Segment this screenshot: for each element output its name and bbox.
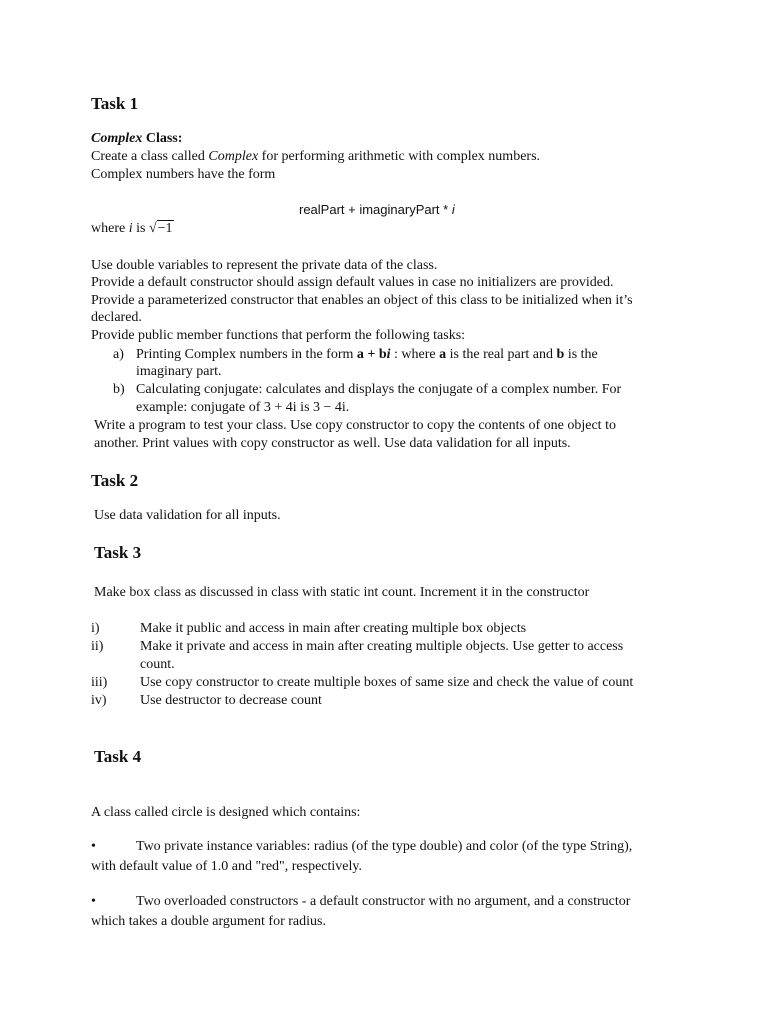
task1-item-b: Calculating conjugate: calculates and displays the conjugate of a complex number. For [136,382,622,397]
task1-para-default: Provide a default constructor should assign default values in case no initializers are provided. [91,275,614,290]
task1-item-a [136,346,598,364]
task3-item-1: Make it public and access in main after creating multiple box objects [140,621,527,636]
task1-para-param-cont: declared. [91,310,142,325]
task3-item-2: Make it private and access in main after creating multiple objects. Use getter to access [140,639,624,654]
task3-marker-3: iii) [91,675,108,690]
text-fragment: i [128,221,133,236]
task3-item-2-cont: count. [140,657,175,672]
task4-heading: Task 4 [94,747,142,766]
task4-bullet-1: Two private instance variables: radius (of the type double) and color (of the type String), [136,839,633,854]
task1-line-create [91,148,540,166]
text-fragment: : where [390,347,440,362]
bullet-marker: • [91,894,96,909]
task3-item-3: Use copy constructor to create multiple boxes of same size and check the value of count [140,675,634,690]
task4-bullet-2-cont: which takes a double argument for radius. [91,914,326,929]
text-fragment: Complex [208,149,259,164]
complex-class-title [91,130,182,148]
text-fragment: a + b [356,347,387,362]
text-fragment: i [386,347,391,362]
text-fragment: is the real part and [446,347,557,362]
task1-para-public: Provide public member functions that perform the following tasks: [91,328,466,343]
task4-bullet-1-cont: with default value of 1.0 and "red", respectively. [91,859,362,874]
formula-text: realPart + imaginaryPart * [299,202,452,217]
task3-item-4: Use destructor to decrease count [140,693,322,708]
formula-i: i [451,202,455,217]
text-fragment: Printing Complex numbers in the form [136,347,357,362]
sqrt-symbol: √ [148,221,157,236]
sqrt-radicand: −1 [157,221,173,236]
text-fragment: is the [564,347,598,362]
text-fragment: b [556,347,565,362]
task1-item-a-cont: imaginary part. [136,364,222,379]
class-name-italic: Complex [91,131,143,146]
bullet-marker: • [91,839,96,854]
task2-para: Use data validation for all inputs. [94,508,281,523]
task2-heading: Task 2 [91,471,139,490]
task4-para: A class called circle is designed which contains: [91,805,361,820]
task1-heading: Task 1 [91,94,139,113]
task4-bullet-2: Two overloaded constructors - a default constructor with no argument, and a constructor [136,894,631,909]
text-fragment: for performing arithmetic with complex numbers. [258,149,541,164]
task1-line-form: Complex numbers have the form [91,167,276,182]
task1-para-program-cont: another. Print values with copy constructor as well. Use data validation for all inputs. [94,436,571,451]
text-fragment: a [439,347,447,362]
task1-item-b-cont: example: conjugate of 3 + 4i is 3 − 4i. [136,400,350,415]
task1-para-param: Provide a parameterized constructor that enables an object of this class to be initialized when it’s [91,293,633,308]
sqrt-expression [149,220,174,238]
where-line [91,220,174,238]
text-fragment: is [132,221,149,236]
task3-marker-4: iv) [91,693,107,708]
text-fragment: Create a class called [91,149,209,164]
task3-marker-1: i) [91,621,100,636]
list-marker-b: b) [113,382,125,397]
task3-marker-2: ii) [91,639,104,654]
task1-para-program: Write a program to test your class. Use copy constructor to copy the contents of one object to [94,418,616,433]
task3-para: Make box class as discussed in class with static int count. Increment it in the constructor [94,585,590,600]
text-fragment: where [91,221,129,236]
class-title-rest: Class: [142,131,183,146]
complex-formula [299,201,455,219]
list-marker-a: a) [113,347,124,362]
task3-heading: Task 3 [94,543,142,562]
task1-para-double: Use double variables to represent the private data of the class. [91,258,438,273]
